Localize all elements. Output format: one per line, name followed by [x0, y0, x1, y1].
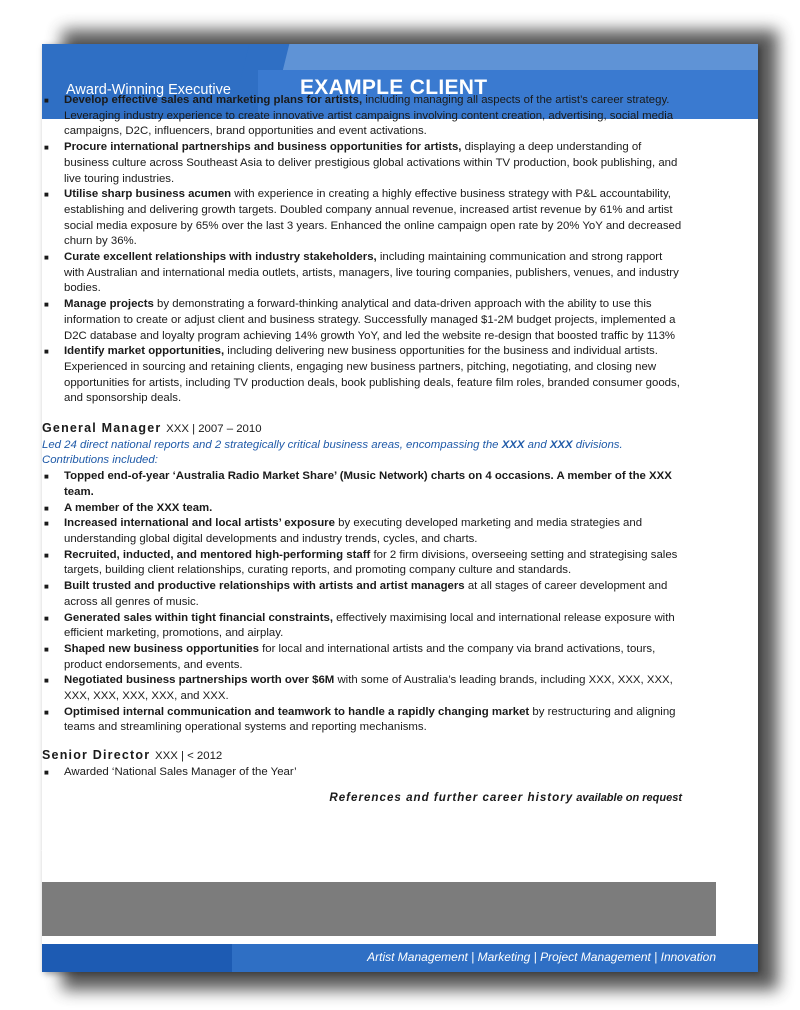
- senior-director-bullet-list: [42, 765, 682, 781]
- list-item: ■ Optimised internal communication and teamwork to handle a rapidly changing market by restructuring and aligning teams and streamlining operational systems and reporting mechanisms.: [44, 705, 676, 734]
- list-item: ■ A member of the XXX team.: [44, 501, 213, 514]
- client-name: EXAMPLE CLIENT: [300, 76, 488, 99]
- section-title-general-manager: General Manager XXX | 2007 – 2010: [42, 421, 262, 436]
- section-title-senior-director: Senior Director XXX | < 2012: [42, 748, 223, 763]
- summary-text: An experienced negotiator and influencer with a reputation for effectively formulating multi-faceted marketing plans, coupled with excellent promotions, publicity, sales, and communication skills. Highly skilled in collaborating across multi-layered internal and external stakeholders at the most senior levels.: [42, 842, 665, 886]
- list-item: ■ Identify market opportunities, including delivering new business opportunities for the business and individual artists. Experienced in sourcing and retaining clients, engaging new business partners, pitching, negotiating, and closing new opportunities for artists, including TV production deals, book publishing deals, feature film roles, branded consumer goods, and sponsorship deals.: [44, 345, 680, 405]
- list-item: ■ Negotiated business partnerships worth over $6M with some of Australia’s leading brands, including XXX, XXX, XXX, XXX, XXX, XXX, XXX, and XXX.: [44, 674, 673, 703]
- general-manager-bullet-list: [42, 469, 682, 736]
- list-item: ■ Recruited, inducted, and mentored high-performing staff for 2 firm divisions, overseeing setting and strategising sales targets, building client relationships, curating reports, and promoting company culture and standards.: [44, 548, 678, 577]
- list-item: ■ Topped end-of-year ‘Australia Radio Market Share’ (Music Network) charts on 4 occasions. A member of the XXX team.: [44, 470, 672, 498]
- footer-keywords: Artist Management | Marketing | Project Management | Innovation: [367, 950, 716, 964]
- references-note: References and further career history available on request: [329, 790, 682, 804]
- footer-banner: [42, 944, 758, 972]
- list-item: ■ Develop effective sales and marketing plans for artists, including managing all aspects of the artist’s career strategy. Leveraging industry experience to create innovative artist campaigns involving content creation, advertising, social media campaigns, D2C, influencers, brand opportunities and event activations.: [44, 94, 674, 138]
- list-item: ■ Built trusted and productive relationships with artists and artist managers at all stages of career development and across all genres of music.: [44, 580, 668, 608]
- list-item: ■ Manage projects by demonstrating a forward-thinking analytical and data-driven approach with the ability to use this information to create or adjust client and business strategy. Successfully managed $1-2M budget projects, implemented a D2C database and loyalty program achieving 14% growth YoY, and led the website re-design that boosted traffic by 113%: [44, 298, 676, 342]
- list-item: ■ Awarded ‘National Sales Manager of the Year’: [44, 765, 297, 778]
- intro-bullet-list: [42, 93, 682, 407]
- list-item: ■ Increased international and local artists’ exposure by executing developed marketing and media strategies and understanding global digital developments and industry trends, cycles, and charts.: [44, 517, 643, 545]
- summary-box: [42, 882, 716, 936]
- list-item: ■ Curate excellent relationships with industry stakeholders, including maintaining communication and strong rapport with Australian and international media outlets, artists, managers, live touring companies, publishers, venues, and industry bodies.: [44, 251, 679, 295]
- role-description: Led 24 direct national reports and 2 strategically critical business areas, encompassing the XXX and XXX divisions. Contributions included:: [42, 438, 623, 467]
- tagline: Award-Winning Executive: [66, 82, 231, 98]
- list-item: ■ Procure international partnerships and business opportunities for artists, displaying a deep understanding of business culture across Southeast Asia to deliver prestigious global activations within TV production, book publishing, and live touring industries.: [44, 141, 678, 185]
- list-item: ■ Utilise sharp business acumen with experience in creating a highly effective business strategy with P&L accountability, establishing and delivering growth targets. Doubled company annual revenue, increased artist revenue by 61% and artist social media exposure by 65% over the last 3 years. Enhanced the online campaign open rate by 20% YoY and decreased churn by 36%.: [44, 188, 682, 248]
- list-item: ■ Generated sales within tight financial constraints, effectively maximising local and international release exposure with efficient marketing, promotions, and airplay.: [44, 611, 675, 640]
- list-item: ■ Shaped new business opportunities for local and international artists and the company via brand activations, tours, product endorsements, and events.: [44, 642, 656, 671]
- resume-body: [42, 93, 682, 806]
